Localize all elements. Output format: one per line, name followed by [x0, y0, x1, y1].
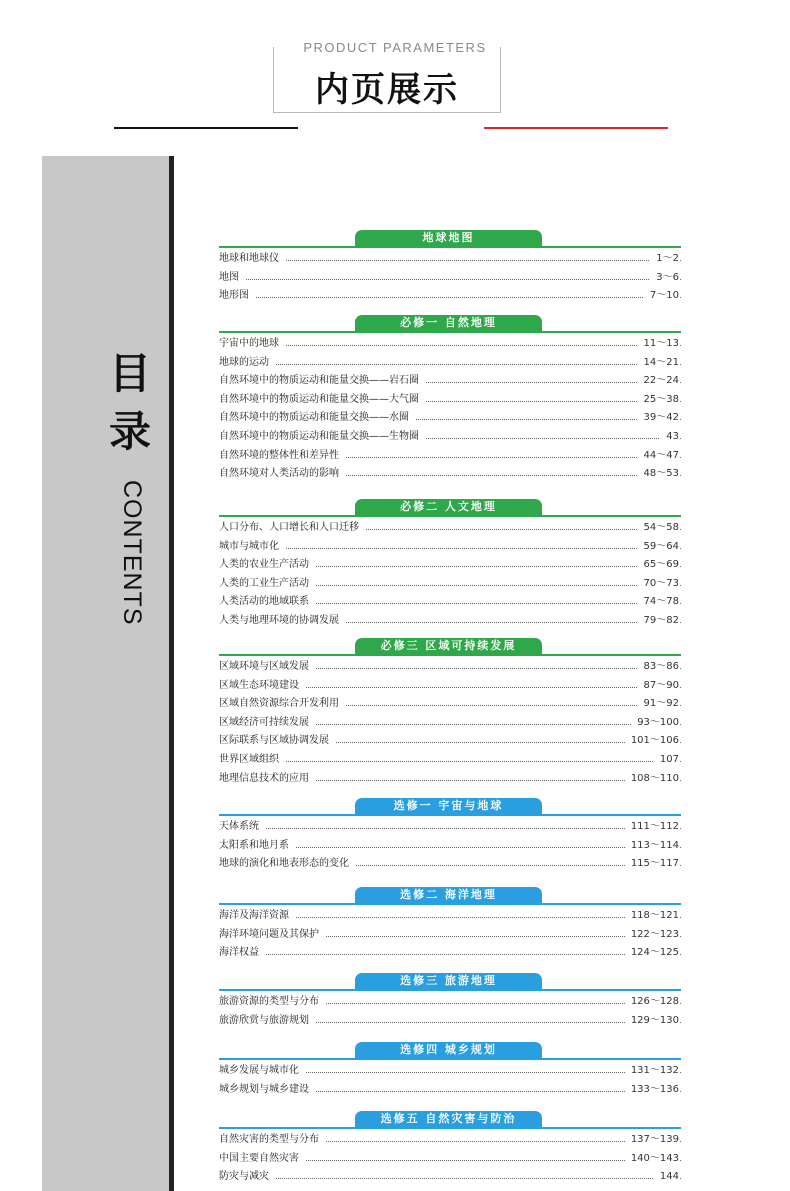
toc-entry[interactable]	[219, 391, 681, 410]
section-rule	[219, 331, 681, 333]
entry-title: 世界区域组织	[219, 751, 285, 769]
section-header	[219, 1111, 681, 1131]
entry-pages: 91～92	[638, 695, 679, 713]
entry-title: 地球和地球仪	[219, 250, 285, 268]
entry-pages: 14～21	[638, 354, 679, 372]
toc-entry[interactable]	[219, 1081, 681, 1100]
entry-title: 旅游欣赏与旅游规划	[219, 1012, 315, 1030]
toc-entry[interactable]	[219, 1150, 681, 1169]
entry-title: 地球的演化和地表形态的变化	[219, 855, 355, 873]
dot-leader	[219, 345, 681, 346]
entry-pages: 3～6	[650, 269, 679, 287]
dot-leader	[219, 548, 681, 549]
entry-pages: 65～69	[638, 556, 679, 574]
entry-title: 中国主要自然灾害	[219, 1150, 305, 1168]
entry-pages: 74～78	[638, 593, 679, 611]
toc-entry[interactable]	[219, 907, 681, 926]
entry-title: 人类活动的地域联系	[219, 593, 315, 611]
entry-pages: 93～100	[631, 714, 679, 732]
dot-leader	[219, 279, 681, 280]
entry-pages: 59～64	[638, 538, 679, 556]
dot-leader	[219, 954, 681, 955]
section-title: 必修一 自然地理	[355, 315, 542, 331]
toc-entry[interactable]	[219, 287, 681, 306]
entry-pages: 137～139	[625, 1131, 679, 1149]
entry-title: 区域环境与区域发展	[219, 658, 315, 676]
entry-title: 自然灾害的类型与分布	[219, 1131, 325, 1149]
section-title: 选修二 海洋地理	[355, 887, 542, 903]
toc-entry[interactable]	[219, 658, 681, 677]
entry-pages: 44～47	[638, 447, 679, 465]
entry-title: 区域自然资源综合开发利用	[219, 695, 345, 713]
toc-entry[interactable]	[219, 1062, 681, 1081]
section-title: 选修三 旅游地理	[355, 973, 542, 989]
toc-entry[interactable]	[219, 993, 681, 1012]
section-title: 必修三 区域可持续发展	[355, 638, 542, 654]
toc-entry[interactable]	[219, 593, 681, 612]
dot-leader	[219, 297, 681, 298]
entry-pages: 140～143	[625, 1150, 679, 1168]
toc-title-en-wrap	[112, 480, 152, 630]
section-header	[219, 1042, 681, 1062]
entry-pages: 124～125	[625, 944, 679, 962]
entry-title: 城乡规划与城乡建设	[219, 1081, 315, 1099]
dot-leader	[219, 364, 681, 365]
toc-section	[219, 973, 681, 1030]
toc-entry[interactable]	[219, 612, 681, 631]
entry-pages: 39～42	[638, 409, 679, 427]
entry-title: 天体系统	[219, 818, 265, 836]
toc-entry[interactable]	[219, 770, 681, 789]
toc-entry[interactable]	[219, 465, 681, 484]
section-title: 选修五 自然灾害与防治	[355, 1111, 542, 1127]
entry-pages: 107	[654, 751, 679, 769]
entry-title: 自然环境中的物质运动和能量交换——大气圈	[219, 391, 425, 409]
entry-pages: 83～86	[638, 658, 679, 676]
section-rule	[219, 1058, 681, 1060]
toc-entry[interactable]	[219, 732, 681, 751]
section-header	[219, 230, 681, 250]
toc-entry[interactable]	[219, 519, 681, 538]
section-rule	[219, 989, 681, 991]
section-header	[219, 798, 681, 818]
entry-title: 区域生态环境建设	[219, 677, 305, 695]
entry-pages: 43	[660, 428, 679, 446]
toc-title-en: CONTENTS	[118, 480, 146, 626]
entry-title: 城乡发展与城市化	[219, 1062, 305, 1080]
dot-leader	[219, 761, 681, 762]
side-bar	[169, 156, 174, 1191]
entry-title: 防灾与减灾	[219, 1168, 275, 1186]
entry-title: 太阳系和地月系	[219, 837, 295, 855]
dot-leader	[219, 828, 681, 829]
entry-title: 自然环境对人类活动的影响	[219, 465, 345, 483]
toc-entry[interactable]	[219, 556, 681, 575]
toc-entry[interactable]	[219, 372, 681, 391]
entry-title: 人类的农业生产活动	[219, 556, 315, 574]
section-rule	[219, 1127, 681, 1129]
dot-leader	[219, 1178, 681, 1179]
entry-pages: 79～82	[638, 612, 679, 630]
entry-pages: 48～53	[638, 465, 679, 483]
toc-section	[219, 1042, 681, 1099]
section-title: 选修一 宇宙与地球	[355, 798, 542, 814]
section-header	[219, 973, 681, 993]
toc-section	[219, 499, 681, 631]
entry-title: 人口分布、人口增长和人口迁移	[219, 519, 365, 537]
section-rule	[219, 654, 681, 656]
dot-leader	[219, 260, 681, 261]
entry-title: 区际联系与区域协调发展	[219, 732, 335, 750]
toc-entry[interactable]	[219, 447, 681, 466]
entry-pages: 108～110	[625, 770, 679, 788]
section-rule	[219, 515, 681, 517]
entry-pages: 144	[654, 1168, 679, 1186]
toc-section	[219, 638, 681, 788]
toc-entry[interactable]	[219, 695, 681, 714]
toc-entry[interactable]	[219, 1012, 681, 1031]
entry-pages: 131～132	[625, 1062, 679, 1080]
divider-right	[484, 127, 668, 129]
toc-entry[interactable]	[219, 1168, 681, 1187]
toc-entry[interactable]	[219, 575, 681, 594]
entry-title: 自然环境中的物质运动和能量交换——岩石圈	[219, 372, 425, 390]
toc-section	[219, 798, 681, 874]
entry-pages: 129～130	[625, 1012, 679, 1030]
entry-title: 地形图	[219, 287, 255, 305]
entry-pages: 25～38	[638, 391, 679, 409]
side-band	[42, 156, 169, 1191]
entry-title: 区域经济可持续发展	[219, 714, 315, 732]
entry-title: 城市与城市化	[219, 538, 285, 556]
section-header	[219, 638, 681, 658]
toc-entry[interactable]	[219, 354, 681, 373]
entry-pages: 118～121	[625, 907, 679, 925]
toc-entry[interactable]	[219, 250, 681, 269]
section-header	[219, 315, 681, 335]
entry-pages: 113～114	[625, 837, 679, 855]
page-title: 内页展示	[315, 70, 459, 110]
toc-section	[219, 230, 681, 306]
entry-title: 海洋权益	[219, 944, 265, 962]
toc-entry[interactable]	[219, 677, 681, 696]
entry-pages: 133～136	[625, 1081, 679, 1099]
toc-entry[interactable]	[219, 335, 681, 354]
toc-section	[219, 887, 681, 963]
toc-entry[interactable]	[219, 751, 681, 770]
section-rule	[219, 903, 681, 905]
toc-entry[interactable]	[219, 837, 681, 856]
section-rule	[219, 246, 681, 248]
toc-section	[219, 315, 681, 484]
toc-entry[interactable]	[219, 818, 681, 837]
section-title: 选修四 城乡规划	[355, 1042, 542, 1058]
section-header	[219, 499, 681, 519]
toc-entry[interactable]	[219, 428, 681, 447]
entry-pages: 87～90	[638, 677, 679, 695]
section-title: 必修二 人文地理	[355, 499, 542, 515]
toc-entry[interactable]	[219, 1131, 681, 1150]
toc-entry[interactable]	[219, 409, 681, 428]
entry-title: 地图	[219, 269, 245, 287]
toc-entry[interactable]	[219, 538, 681, 557]
entry-title: 自然环境中的物质运动和能量交换——水圈	[219, 409, 415, 427]
entry-title: 自然环境的整体性和差异性	[219, 447, 345, 465]
entry-title: 海洋环境问题及其保护	[219, 926, 325, 944]
header-subtitle: PRODUCT PARAMETERS	[303, 40, 487, 55]
entry-pages: 70～73	[638, 575, 679, 593]
entry-title: 海洋及海洋资源	[219, 907, 295, 925]
entry-title: 人类的工业生产活动	[219, 575, 315, 593]
entry-pages: 122～123	[625, 926, 679, 944]
entry-pages: 11～13	[638, 335, 679, 353]
entry-title: 地球的运动	[219, 354, 275, 372]
entry-title: 自然环境中的物质运动和能量交换——生物圈	[219, 428, 425, 446]
entry-pages: 7～10	[644, 287, 679, 305]
entry-title: 旅游资源的类型与分布	[219, 993, 325, 1011]
toc-section	[219, 1111, 681, 1187]
entry-pages: 101～106	[625, 732, 679, 750]
entry-pages: 111～112	[625, 818, 679, 836]
section-header	[219, 887, 681, 907]
toc-entry[interactable]	[219, 855, 681, 874]
entry-title: 地理信息技术的应用	[219, 770, 315, 788]
entry-pages: 115～117	[625, 855, 679, 873]
toc-entry[interactable]	[219, 269, 681, 288]
section-title: 地球地图	[355, 230, 542, 246]
entry-title: 人类与地理环境的协调发展	[219, 612, 345, 630]
divider-left	[114, 127, 298, 129]
entry-pages: 22～24	[638, 372, 679, 390]
section-rule	[219, 814, 681, 816]
toc-entry[interactable]	[219, 944, 681, 963]
toc-entry[interactable]	[219, 714, 681, 733]
toc-title-cn: 目录	[108, 349, 151, 456]
entry-pages: 1～2	[650, 250, 679, 268]
toc-entry[interactable]	[219, 926, 681, 945]
entry-pages: 126～128	[625, 993, 679, 1011]
entry-pages: 54～58	[638, 519, 679, 537]
entry-title: 宇宙中的地球	[219, 335, 285, 353]
